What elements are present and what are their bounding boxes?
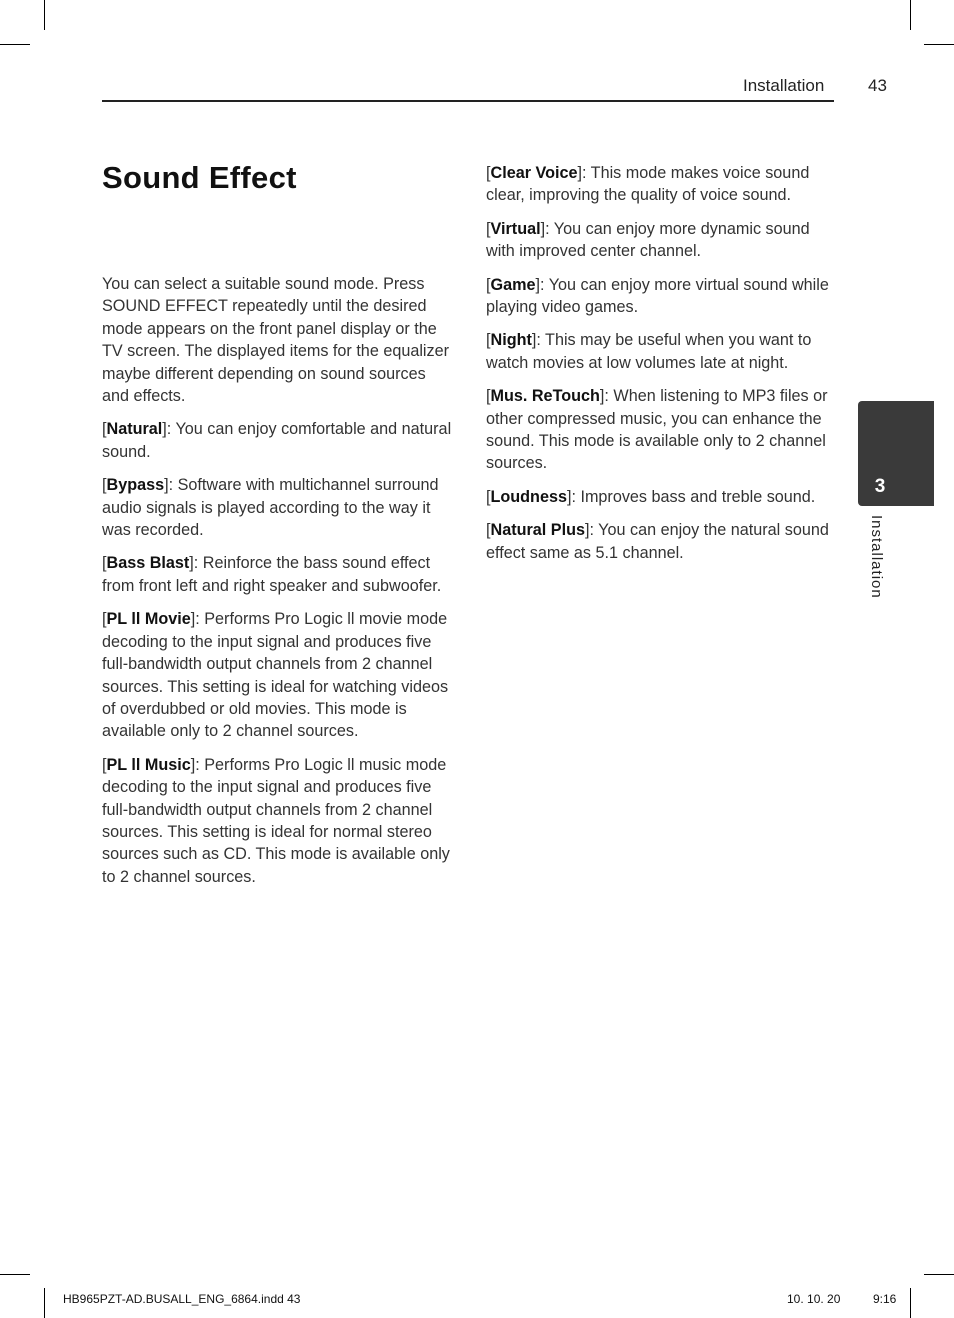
mode-description: : Performs Pro Logic ll movie mode decoding to the input signal and produces five full-bandwidth output channels from 2 channel sources. This setting is ideal for watching videos of overdubbed or old movies. This mode is available only to 2 channel sources. [102,610,449,741]
mode-description: : Improves bass and treble sound. [571,487,816,506]
mode-description: : You can enjoy more dynamic sound with improved center channel. [486,219,810,261]
chapter-label: Installation [868,515,885,599]
mode-entry: [Game]: You can enjoy more virtual sound while playing video games. [486,275,829,317]
mode-entry: [Mus. ReTouch]: When listening to MP3 files or other compressed music, you can enhance the sound. This mode is available only to 2 channel sources. [486,387,828,473]
mode-entry: [Clear Voice]: This mode makes voice sound clear, improving the quality of voice sound. [486,164,810,205]
mode-name: Night [490,331,532,350]
mode-name: PL ll Movie [106,610,191,629]
mode-description: : Reinforce the bass sound effect from front left and right speaker and subwoofer. [102,554,442,595]
mode-entry: [Virtual]: You can enjoy more dynamic sound with improved center channel. [486,219,810,261]
left-column [102,273,454,899]
right-column [486,162,838,575]
mode-name: Mus. ReTouch [490,387,600,406]
running-header-section: Installation [743,76,825,95]
mode-name: Natural [106,420,163,439]
mode-name: Natural Plus [490,521,585,540]
crop-mark [44,1288,45,1318]
crop-mark [910,0,911,30]
mode-description: : This may be useful when you want to watch movies at low volumes late at night. [486,331,812,372]
mode-entry: [Bass Blast]: Reinforce the bass sound effect from front left and right speaker and subwoofer. [102,554,442,595]
page-number: 43 [868,76,887,95]
mode-entry: [Natural Plus]: You can enjoy the natural sound effect same as 5.1 channel. [486,521,829,562]
mode-entry: [PL ll Music]: Performs Pro Logic ll music mode decoding to the input signal and produces five full-bandwidth output channels from 2 channel sources. This setting is ideal for normal stereo sources such as CD. This mode is available only to 2 channel sources. [102,755,450,886]
mode-entry: [Bypass]: Software with multichannel surround audio signals is played according to the way it was recorded. [102,476,439,540]
mode-description: : Software with multichannel surround audio signals is played according to the way it was recorded. [102,476,439,540]
footer-date: 10. 10. 20 [787,1292,841,1306]
header-rule [102,100,834,102]
mode-name: Bypass [106,476,165,495]
mode-name: Virtual [490,219,541,238]
mode-description: : Performs Pro Logic ll music mode decoding to the input signal and produces five full-bandwidth output channels from 2 channel sources. This setting is ideal for normal stereo sources such as CD. This mode is available only to 2 channel sources. [102,755,450,886]
mode-entry: [Night]: This may be useful when you want to watch movies at low volumes late at night. [486,331,812,372]
mode-entry: [PL ll Movie]: Performs Pro Logic ll movie mode decoding to the input signal and produces five full-bandwidth output channels from 2 channel sources. This setting is ideal for watching videos of overdubbed or old movies. This mode is available only to 2 channel sources. [102,610,449,741]
mode-name: Loudness [490,487,567,506]
mode-entry: [Loudness]: Improves bass and treble sound. [486,487,816,506]
mode-entry: [Natural]: You can enjoy comfortable and natural sound. [102,420,452,461]
mode-description: : You can enjoy more virtual sound while playing video games. [486,275,829,317]
mode-name: Bass Blast [106,554,190,573]
crop-mark [0,44,30,45]
mode-description: : This mode makes voice sound clear, improving the quality of voice sound. [486,164,810,205]
crop-mark [910,1288,911,1318]
page-title: Sound Effect [102,160,297,195]
footer-filename: HB965PZT-AD.BUSALL_ENG_6864.indd 43 [63,1292,301,1306]
crop-mark [44,0,45,30]
crop-mark [924,1274,954,1275]
mode-description: : You can enjoy comfortable and natural sound. [102,420,452,461]
crop-mark [0,1274,30,1275]
mode-name: Game [490,275,536,294]
intro-paragraph: You can select a suitable sound mode. Press SOUND EFFECT repeatedly until the desired mode appears on the front panel display or the TV screen. The displayed items for the equalizer maybe different depending on sound sources and effects. [102,275,450,406]
mode-description: : When listening to MP3 files or other compressed music, you can enhance the sound. This mode is available only to 2 channel sources. [486,387,828,473]
mode-description: : You can enjoy the natural sound effect same as 5.1 channel. [486,521,829,562]
crop-mark [924,44,954,45]
mode-name: Clear Voice [490,164,578,182]
mode-name: PL ll Music [106,755,191,774]
chapter-number: 3 [874,476,886,497]
footer-time: 9:16 [873,1292,897,1306]
